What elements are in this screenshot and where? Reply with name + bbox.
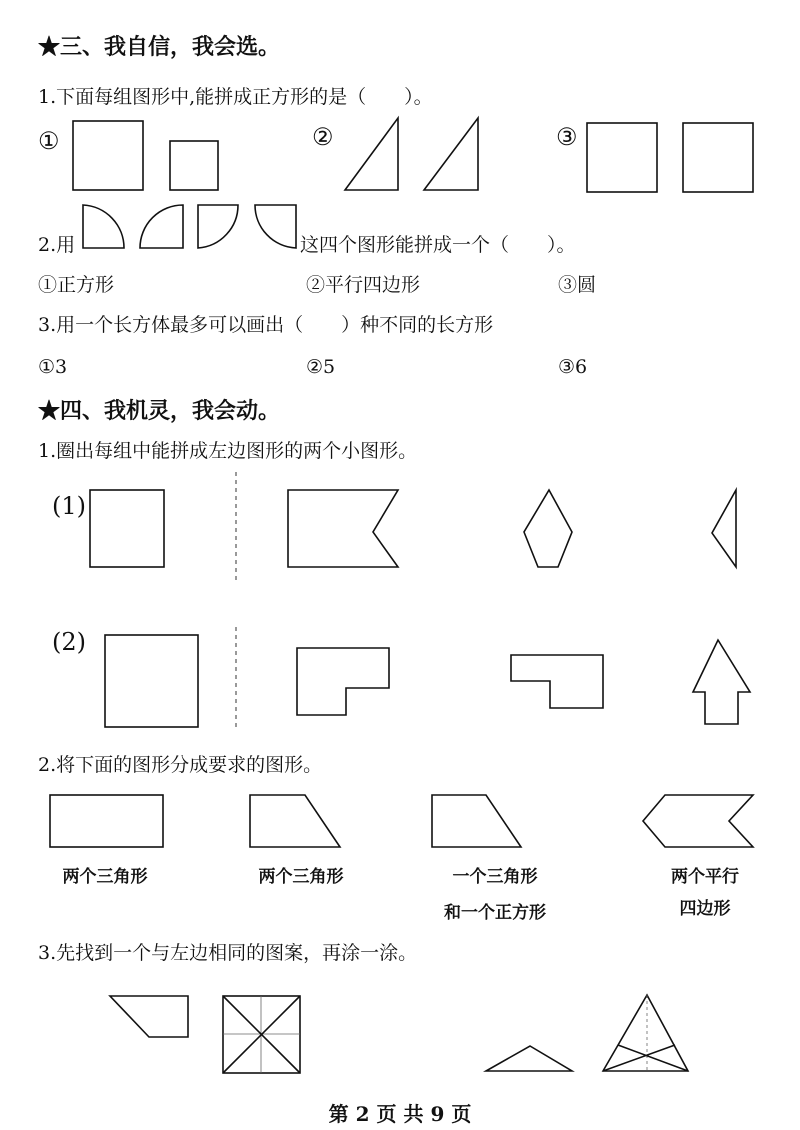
s4-q2-label-1: 两个三角形 — [62, 867, 148, 887]
s4-q2-text: 2.将下面的图形分成要求的图形。 — [38, 754, 323, 776]
s3-q3-option-2: ②5 — [306, 356, 336, 378]
s4-q2-label-3-line-2: 和一个正方形 — [444, 903, 546, 923]
s4-q2-label-3-line-1: 一个三角形 — [452, 867, 538, 887]
s3-q1-option-2-shapes — [344, 116, 464, 192]
s3-q1-option-1-shapes — [72, 120, 192, 192]
s4-q2-label-2: 两个三角形 — [258, 867, 344, 887]
s3-q2-option-3: ③圆 — [558, 274, 597, 296]
s3-q1-option-3-marker: ③ — [556, 123, 578, 151]
page-number-footer: 第 2 页 共 9 页 — [328, 1102, 472, 1126]
s4-q1-group-2-shapes — [0, 625, 800, 735]
section-3-title: ★三、我自信，我会选。 — [38, 34, 281, 60]
section-4-title: ★四、我机灵，我会动。 — [38, 398, 281, 424]
s4-q1-group-1-label: (1) — [52, 492, 86, 520]
s4-q1-group-1-shapes — [0, 470, 800, 590]
s3-q3-option-1: ①3 — [38, 356, 68, 378]
s3-q1-option-3-shapes — [586, 122, 756, 194]
s4-q2-label-4-line-1: 两个平行 — [671, 867, 739, 887]
s3-q2-quarter-circles — [82, 204, 302, 250]
s3-q1-option-1-marker: ① — [38, 127, 60, 155]
s4-q2-shapes — [0, 790, 800, 850]
s4-q2-label-4-line-2: 四边形 — [679, 899, 731, 919]
s4-q3-text: 3.先找到一个与左边相同的图案，再涂一涂。 — [38, 942, 418, 964]
s3-q2-prefix: 2.用 — [38, 234, 76, 256]
s3-q2-suffix: 这四个图形能拼成一个（ ）。 — [300, 234, 576, 256]
s3-q2-option-2: ②平行四边形 — [306, 274, 421, 296]
s3-q1-option-2-marker: ② — [312, 123, 334, 151]
s3-q2-option-1: ①正方形 — [38, 274, 115, 296]
s4-q1-text: 1.圈出每组中能拼成左边图形的两个小图形。 — [38, 440, 418, 462]
s3-q3-text: 3.用一个长方体最多可以画出（ ）种不同的长方形 — [38, 314, 494, 336]
s4-q1-group-2-label: (2) — [52, 628, 86, 656]
s4-q3-right-pattern — [0, 990, 800, 1090]
s3-q1-text: 1.下面每组图形中,能拼成正方形的是（ ）。 — [38, 86, 433, 108]
s3-q3-option-3: ③6 — [558, 356, 588, 378]
